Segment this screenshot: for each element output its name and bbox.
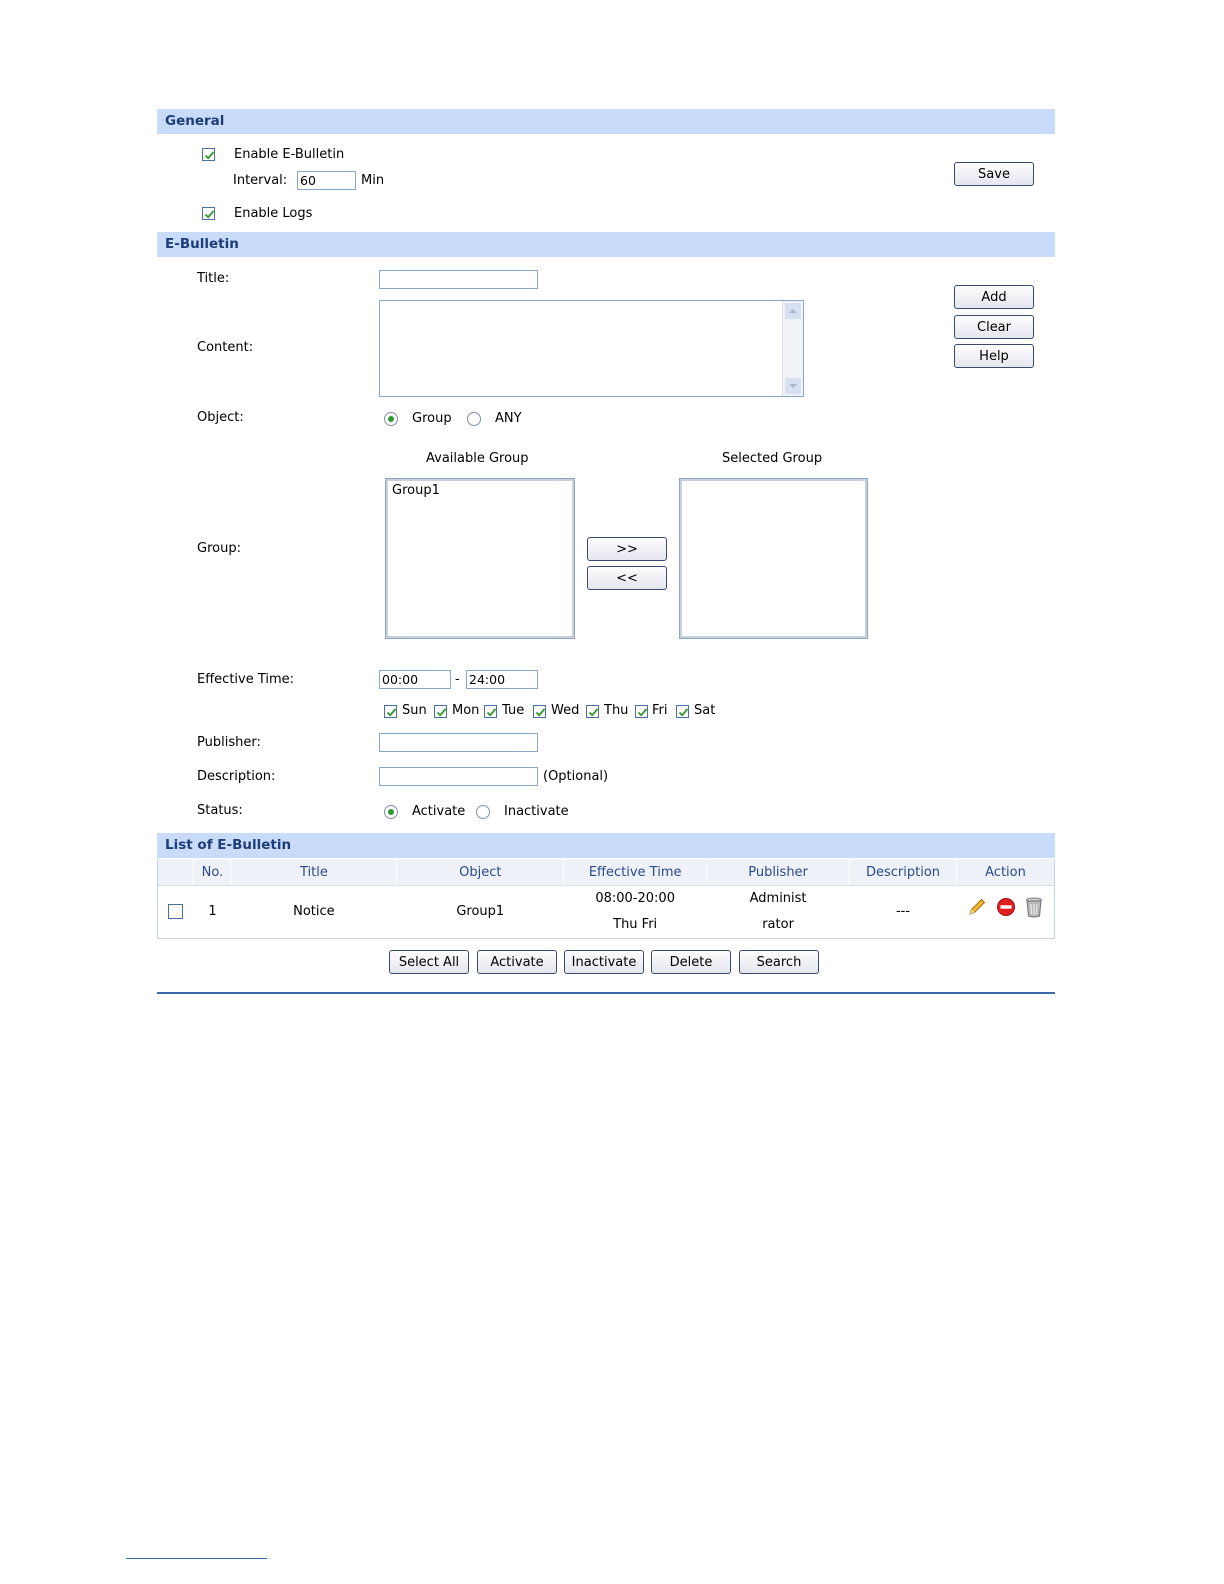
general-section-header: General — [157, 109, 1055, 134]
row-effective-time — [564, 886, 707, 939]
day-fri-checkbox[interactable] — [635, 705, 648, 718]
column-header-title: Title — [231, 859, 397, 886]
check-mark-icon — [587, 706, 600, 719]
time-separator: - — [455, 672, 460, 687]
interval-label: Interval: — [233, 173, 288, 188]
selected-group-heading: Selected Group — [722, 451, 823, 466]
trash-icon[interactable] — [1024, 896, 1044, 928]
activate-button[interactable]: Activate — [477, 950, 557, 974]
footnote-divider — [126, 1558, 267, 1559]
delete-button[interactable]: Delete — [651, 950, 731, 974]
disable-icon[interactable] — [996, 897, 1016, 927]
enable-logs-label: Enable Logs — [234, 206, 313, 221]
group-label: Group: — [197, 541, 241, 556]
time-start-input[interactable] — [379, 670, 451, 689]
column-header-action: Action — [957, 859, 1055, 886]
day-mon-label: Mon — [452, 703, 480, 718]
row-select-cell — [157, 886, 194, 939]
description-input[interactable] — [379, 767, 538, 786]
check-mark-icon — [203, 208, 216, 221]
effective-time-label: Effective Time: — [197, 672, 295, 687]
status-activate-label: Activate — [412, 804, 466, 819]
add-button[interactable]: Add — [954, 285, 1034, 309]
content-textarea[interactable] — [379, 300, 804, 397]
enable-bulletin-checkbox[interactable] — [202, 148, 215, 161]
row-publisher-line1: Administ — [749, 891, 807, 906]
row-actions — [957, 886, 1055, 939]
row-title: Notice — [231, 886, 397, 939]
check-mark-icon — [435, 706, 448, 719]
check-mark-icon — [385, 706, 398, 719]
row-no: 1 — [194, 886, 231, 939]
table-row — [157, 886, 1055, 939]
select-all-button[interactable]: Select All — [389, 950, 469, 974]
bottom-divider — [157, 992, 1055, 994]
row-time-days: Thu Fri — [613, 917, 658, 932]
description-hint: (Optional) — [543, 769, 609, 784]
enable-bulletin-label: Enable E-Bulletin — [234, 147, 345, 162]
object-any-radio[interactable] — [467, 412, 481, 426]
day-wed-checkbox[interactable] — [533, 705, 546, 718]
available-group-heading: Available Group — [426, 451, 529, 466]
scroll-down-icon[interactable] — [785, 378, 801, 394]
column-header-description: Description — [850, 859, 957, 886]
row-select-checkbox[interactable] — [168, 904, 183, 919]
save-button[interactable]: Save — [954, 162, 1034, 186]
title-input[interactable] — [379, 270, 538, 289]
row-time-range: 08:00-20:00 — [595, 891, 675, 906]
day-sat-checkbox[interactable] — [676, 705, 689, 718]
bulletin-table — [157, 859, 1055, 939]
clear-button[interactable]: Clear — [954, 315, 1034, 339]
status-inactivate-radio[interactable] — [476, 805, 490, 819]
day-mon-checkbox[interactable] — [434, 705, 447, 718]
table-header-row — [157, 859, 1055, 886]
check-mark-icon — [485, 706, 498, 719]
status-inactivate-label: Inactivate — [504, 804, 569, 819]
bulletin-section-header: E-Bulletin — [157, 232, 1055, 257]
column-header-object: Object — [397, 859, 564, 886]
status-activate-radio[interactable] — [384, 805, 398, 819]
publisher-label: Publisher: — [197, 735, 261, 750]
edit-pencil-icon[interactable] — [967, 897, 987, 927]
selected-group-list[interactable] — [680, 479, 867, 638]
interval-unit: Min — [361, 173, 385, 188]
check-mark-icon — [677, 706, 690, 719]
day-thu-checkbox[interactable] — [586, 705, 599, 718]
list-item[interactable]: Group1 — [392, 483, 440, 498]
object-label: Object: — [197, 410, 244, 425]
column-header-publisher: Publisher — [707, 859, 850, 886]
row-publisher-line2: rator — [762, 917, 794, 932]
move-left-button[interactable]: << — [587, 566, 667, 590]
interval-input[interactable] — [297, 171, 356, 190]
day-tue-checkbox[interactable] — [484, 705, 497, 718]
time-end-input[interactable] — [466, 670, 538, 689]
scroll-up-icon[interactable] — [785, 303, 801, 319]
row-publisher — [707, 886, 850, 939]
help-button[interactable]: Help — [954, 344, 1034, 368]
day-sun-label: Sun — [402, 703, 427, 718]
day-fri-label: Fri — [652, 703, 668, 718]
column-header-effective-time: Effective Time — [564, 859, 707, 886]
list-section-header: List of E-Bulletin — [157, 833, 1055, 858]
content-label: Content: — [197, 340, 254, 355]
publisher-input[interactable] — [379, 733, 538, 752]
column-header-no: No. — [194, 859, 231, 886]
move-right-button[interactable]: >> — [587, 537, 667, 561]
day-thu-label: Thu — [604, 703, 629, 718]
status-label: Status: — [197, 803, 243, 818]
search-button[interactable]: Search — [739, 950, 819, 974]
day-sat-label: Sat — [694, 703, 716, 718]
day-sun-checkbox[interactable] — [384, 705, 397, 718]
row-description: --- — [850, 886, 957, 939]
inactivate-button[interactable]: Inactivate — [564, 950, 644, 974]
enable-logs-checkbox[interactable] — [202, 207, 215, 220]
check-mark-icon — [534, 706, 547, 719]
column-header-select — [157, 859, 194, 886]
object-group-label: Group — [412, 411, 452, 426]
day-tue-label: Tue — [502, 703, 525, 718]
object-group-radio[interactable] — [384, 412, 398, 426]
day-wed-label: Wed — [551, 703, 580, 718]
available-group-list[interactable] — [386, 479, 574, 638]
check-mark-icon — [203, 149, 216, 162]
row-object: Group1 — [397, 886, 564, 939]
title-label: Title: — [197, 271, 230, 286]
content-scrollbar[interactable] — [782, 301, 803, 396]
object-any-label: ANY — [495, 411, 522, 426]
check-mark-icon — [636, 706, 649, 719]
description-label: Description: — [197, 769, 276, 784]
